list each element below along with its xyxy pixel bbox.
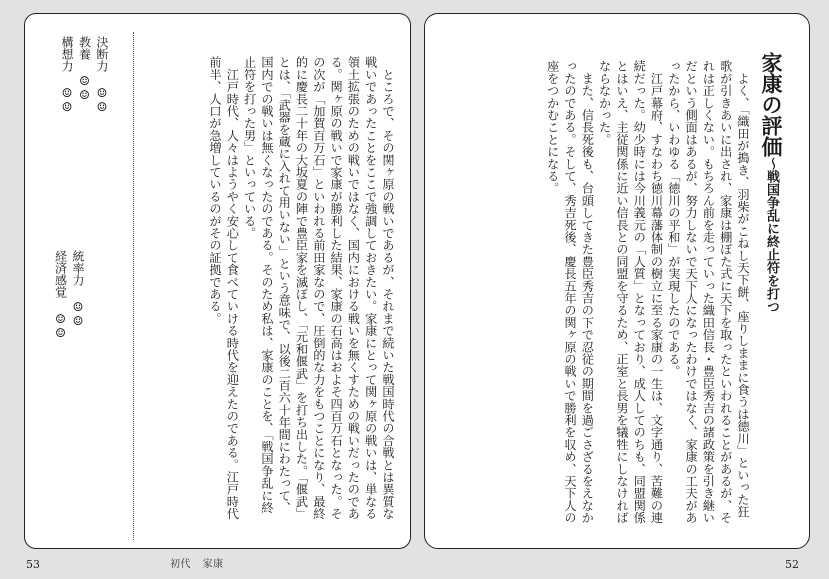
paragraph-line: 続だった。幼少時には今川義元の「人質」となっており、成人してのちも、同盟関係 — [632, 60, 647, 524]
running-footer — [170, 555, 232, 570]
smiley-rating-icon: ☺☺ — [71, 300, 85, 328]
paragraph-line: 的に慶長二十年の大坂夏の陣で豊臣家を滅ぼし、「元和偃武」を打ち出した。「偃武」 — [294, 56, 309, 520]
rating-row — [75, 36, 93, 156]
paragraph-line: 江戸幕府、すなわち徳川幕藩体制の樹立に至る家康の一生は、文字通り、苦難の連 — [649, 60, 664, 524]
footer-name-label: 家康 — [202, 559, 224, 570]
rating-label: 経済感覚 — [53, 250, 68, 298]
paragraph-line: とはいえ、主従関係に近い信長との同盟を守るため、正室と長男を犠牲にしなければ — [614, 60, 629, 524]
paragraph-line: ったから、いわゆる「徳川の平和」が実現したのである。 — [666, 60, 681, 378]
paragraph-line: 前半、人口が急増しているのがその証拠である。 — [208, 56, 223, 325]
smiley-rating-icon: ☺☺ — [53, 312, 68, 340]
rating-label: 構想力 — [60, 36, 74, 72]
paragraph-line: の次が「加賀百万石」といわれる前田家なので、圧倒的な力をもつことになり、最終 — [311, 56, 326, 520]
paragraph-line: 座をつかむことになる。 — [545, 60, 560, 195]
paragraph-line: 領土拡張のための戦いではなく、国内における戦いを無くすための戦いだったのであ — [346, 56, 361, 520]
ratings-block-2 — [51, 250, 86, 380]
dotted-divider — [133, 32, 134, 540]
rating-row — [69, 250, 87, 380]
paragraph-line: 止符を打った男」といっている。 — [242, 56, 257, 239]
paragraph-line: また、信長死後も、台頭してきた豊臣秀吉の下で忍従の期間を過ごさざるをえなか — [580, 60, 595, 524]
left-page-body — [206, 56, 396, 536]
rating-row — [51, 250, 69, 380]
ratings-block-1 — [58, 36, 111, 156]
paragraph-line: れは正しくない。もちろん前を走っていった織田信長・豊臣秀吉の諸政策を引き継い — [701, 60, 716, 524]
paragraph-line: だという側面はあるが、努力しないで天下人になったわけではなく、家康の工夫があ — [684, 60, 699, 524]
page-number-left: 53 — [26, 558, 40, 571]
paragraph-line: とは、「武器を蔵に入れて用いない」という意味で、以後二百六十年間にわたって、 — [277, 56, 292, 514]
paragraph-line: 戦いであったことをここで強調しておきたい。家康にとって関ヶ原の戦いは、単なる — [363, 56, 378, 520]
paragraph-line: 歌が引きあいに出され、家康は棚ぼた式に天下を取ったといわれることがあるが、そ — [718, 60, 733, 524]
section-title — [757, 52, 785, 522]
smiley-rating-icon: ☺☺ — [60, 86, 74, 114]
paragraph-line: る。関ヶ原の戦いで家康が勝利した結果、家康の石高はおよそ四百万石となった。そ — [329, 56, 344, 520]
page-number-right: 52 — [785, 558, 799, 571]
paragraph-line: 国内での戦いは無くなったのである。そのため私は、家康のことを、「戦国争乱に終 — [259, 56, 274, 514]
paragraph-line: ならなかった。 — [597, 60, 612, 146]
rating-row — [93, 36, 111, 156]
rating-row — [58, 36, 76, 156]
paragraph-line: ところで、その関ヶ原の戦いであるが、それまで続いた戦国時代の合戦とは異質な — [381, 56, 395, 520]
page-subtitle: 〜戦国争乱に終止符を打つ — [764, 157, 779, 313]
smiley-rating-icon: ☺☺ — [77, 74, 92, 102]
footer-chapter-label: 初代 — [170, 559, 191, 570]
paragraph-line: ったのである。そして、秀吉死後、慶長五年の関ヶ原の戦いで勝利を収め、天下人の — [563, 60, 578, 524]
paragraph-line: 江戸時代、人々はようやく安心して食べていける時代を迎えたのである。江戸時代 — [225, 56, 240, 520]
right-page-body — [543, 60, 751, 530]
paragraph-line: よく、「織田が搗き、羽柴がこねし天下餅、座りしままに食うは徳川」といった狂 — [736, 60, 750, 518]
rating-label: 決断力 — [95, 36, 109, 72]
right-page-card — [424, 13, 810, 549]
left-page-card — [24, 13, 411, 549]
smiley-rating-icon: ☺☺ — [95, 86, 109, 114]
rating-label: 教養 — [77, 36, 92, 60]
rating-label: 統率力 — [71, 250, 85, 286]
page-title: 家康の評価 — [759, 52, 784, 157]
